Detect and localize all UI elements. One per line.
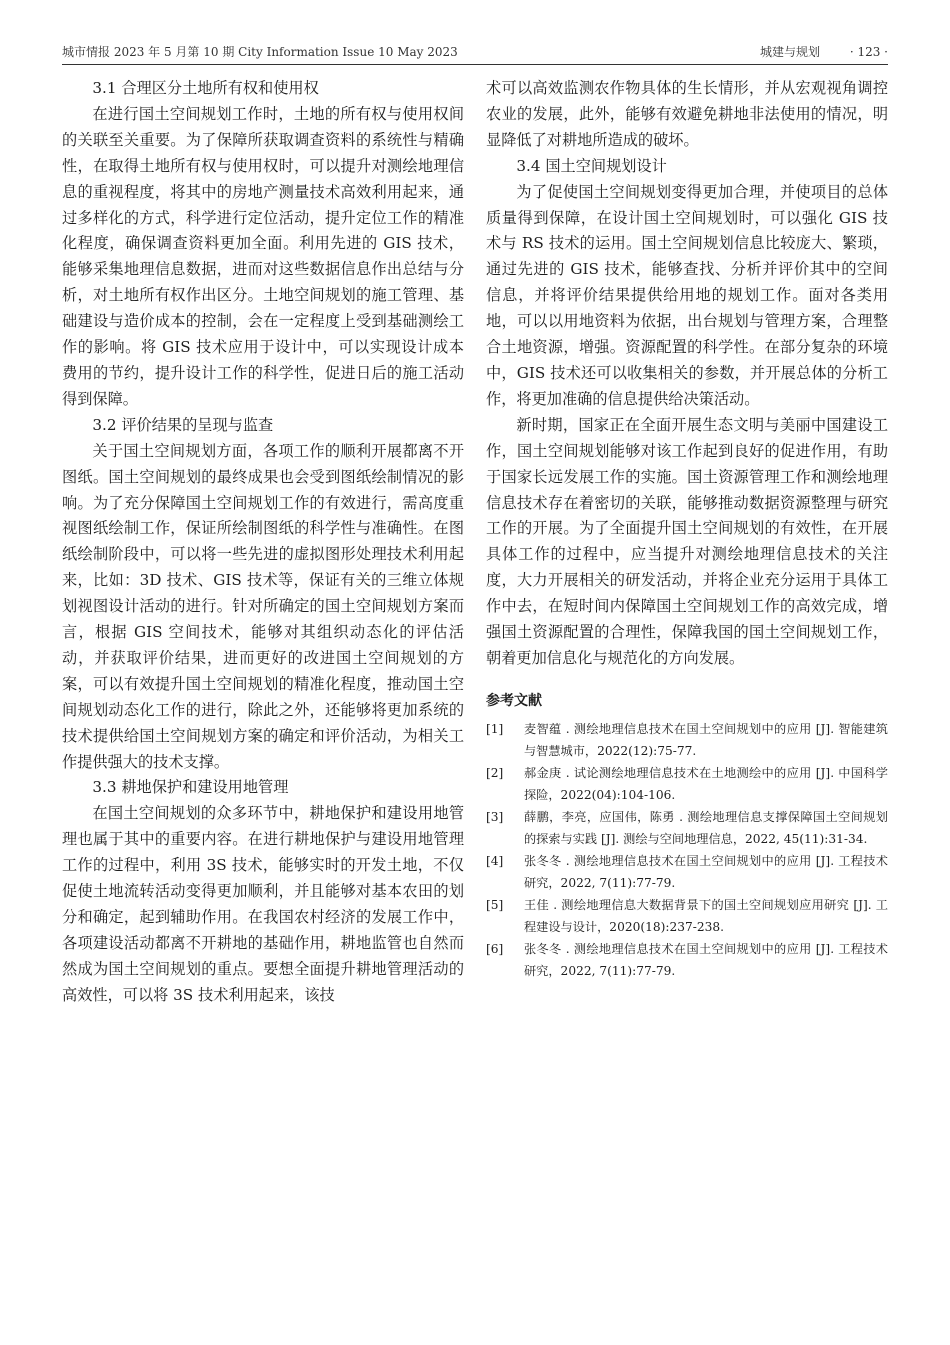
reference-list (486, 718, 888, 982)
reference-text: 麦智蕴 . 测绘地理信息技术在国土空间规划中的应用 [J]. 智能建筑与智慧城市，2022(12):75-77. (524, 721, 888, 758)
reference-number: [6] (486, 941, 504, 956)
reference-item (486, 718, 888, 762)
reference-number: [4] (486, 853, 504, 868)
reference-number: [2] (486, 765, 504, 780)
paragraph: 在国土空间规划的众多环节中，耕地保护和建设用地管理也属于其中的重要内容。在进行耕地保护与建设用地管理工作的过程中，利用 3S 技术，能够实时的开发土地，不仅促使土地流转活动变得更加顺利，并且能够对基本农田的划分和确定，起到辅助作用。在我国农村经济的发展工作中，各项建设活动都离不开耕地的基础作用，耕地监管也自然而然成为国土空间规划的重点。要想全面提升耕地管理活动的高效性，可以将 3S 技术利用起来，该技 (62, 804, 464, 1004)
section-heading-3-2: 3.2 评价结果的呈现与监查 (92, 415, 274, 434)
references-heading: 参考文献 (486, 692, 542, 709)
left-column (62, 76, 464, 1009)
reference-number: [1] (486, 721, 504, 736)
reference-item (486, 894, 888, 938)
reference-text: 张冬冬 . 测绘地理信息技术在国土空间规划中的应用 [J]. 工程技术研究，2022, 7(11):77-79. (524, 941, 888, 978)
reference-item (486, 850, 888, 894)
reference-number: [5] (486, 897, 504, 912)
paragraph: 关于国土空间规划方面，各项工作的顺利开展都离不开图纸。国土空间规划的最终成果也会受到图纸绘制情况的影响。为了充分保障国土空间规划工作的有效进行，需高度重视图纸绘制工作，保证所绘制图纸的科学性与准确性。在图纸绘制阶段中，可以将一些先进的虚拟图形处理技术利用起来，比如：3D 技术、GIS 技术等，保证有关的三维立体规划视图设计活动的进行。针对所确定的国土空间规划方案而言，根据 GIS 空间技术，能够对其组织动态化的评估活动，并获取评价结果，进而更好的改进国土空间规划的方案，可以有效提升国土空间规划的精准化程度，推动国土空间规划动态化工作的进行，除此之外，还能够将更加系统的技术提供给国土空间规划方案的确定和评价活动，为相关工作提供强大的技术支撑。 (62, 441, 464, 771)
reference-text: 薛鹏，李亮，应国伟，陈勇 . 测绘地理信息支撑保障国土空间规划的探索与实践 [J]. 测绘与空间地理信息，2022, 45(11):31-34. (524, 809, 888, 846)
reference-text: 张冬冬 . 测绘地理信息技术在国土空间规划中的应用 [J]. 工程技术研究，2022, 7(11):77-79. (524, 853, 888, 890)
right-column (486, 76, 888, 982)
reference-item (486, 938, 888, 982)
reference-item (486, 806, 888, 850)
header-right (734, 43, 888, 60)
paragraph: 在进行国土空间规划工作时，土地的所有权与使用权间的关联至关重要。为了保障所获取调查资料的系统性与精确性，在取得土地所有权与使用权时，可以提升对测绘地理信息的重视程度，将其中的房地产测量技术高效利用起来，通过多样化的方式，科学进行定位活动，提升定位工作的精准化程度，确保调查资料更加全面。利用先进的 GIS 技术，能够采集地理信息数据，进而对这些数据信息作出总结与分析，对土地所有权作出区分。土地空间规划的施工管理、基础建设与造价成本的控制，会在一定程度上受到基础测绘工作的影响。将 GIS 技术应用于设计中，可以实现设计成本费用的节约，提升设计工作的科学性，促进日后的施工活动得到保障。 (62, 104, 464, 408)
paragraph: 为了促使国土空间规划变得更加合理，并使项目的总体质量得到保障，在设计国土空间规划时，可以强化 GIS 技术与 RS 技术的运用。国土空间规划信息比较庞大、繁琐，通过先进的 GIS 技术，能够查找、分析并评价其中的空间信息，并将评价结果提供给用地的规划工作。面对各类用地，可以以用地资料为依据，出台规划与管理方案，合理整合土地资源，增强。资源配置的科学性。在部分复杂的环境中，GIS 技术还可以收集相关的参数，并开展总体的分析工作，将更加准确的信息提供给决策活动。 (486, 182, 888, 408)
reference-text: 王佳 . 测绘地理信息大数据背景下的国土空间规划应用研究 [J]. 工程建设与设计，2020(18):237-238. (524, 897, 888, 934)
page-number: · 123 · (849, 45, 888, 59)
reference-item (486, 762, 888, 806)
reference-text: 郝金庚 . 试论测绘地理信息技术在土地测绘中的应用 [J]. 中国科学探险，2022(04):104-106. (524, 765, 888, 802)
paragraph: 新时期，国家正在全面开展生态文明与美丽中国建设工作，国土空间规划能够对该工作起到良好的促进作用，有助于国家长远发展工作的实施。国土资源管理工作和测绘地理信息技术存在着密切的关联，能够推动数据资源整理与研究工作的开展。为了全面提升国土空间规划的有效性，在开展具体工作的过程中，应当提升对测绘地理信息技术的关注度，大力开展相关的研发活动，并将企业充分运用于具体工作中去，在短时间内保障国土空间规划工作的高效完成，增强国土资源配置的合理性，保障我国的国土空间规划工作，朝着更加信息化与规范化的方向发展。 (486, 415, 888, 667)
section-heading-3-4: 3.4 国土空间规划设计 (516, 156, 667, 175)
running-header (62, 40, 888, 65)
paragraph-continued: 术可以高效监测农作物具体的生长情形，并从宏观视角调控农业的发展，此外，能够有效避免耕地非法使用的情况，明显降低了对耕地所造成的破坏。 (486, 79, 888, 149)
journal-info: 城市情报 2023 年 5 月第 10 期 City Information Issue 10 May 2023 (62, 45, 458, 59)
section-heading-3-3: 3.3 耕地保护和建设用地管理 (92, 778, 289, 797)
reference-number: [3] (486, 809, 504, 824)
section-heading-3-1: 3.1 合理区分土地所有权和使用权 (92, 79, 319, 97)
section-name: 城建与规划 (759, 45, 820, 59)
